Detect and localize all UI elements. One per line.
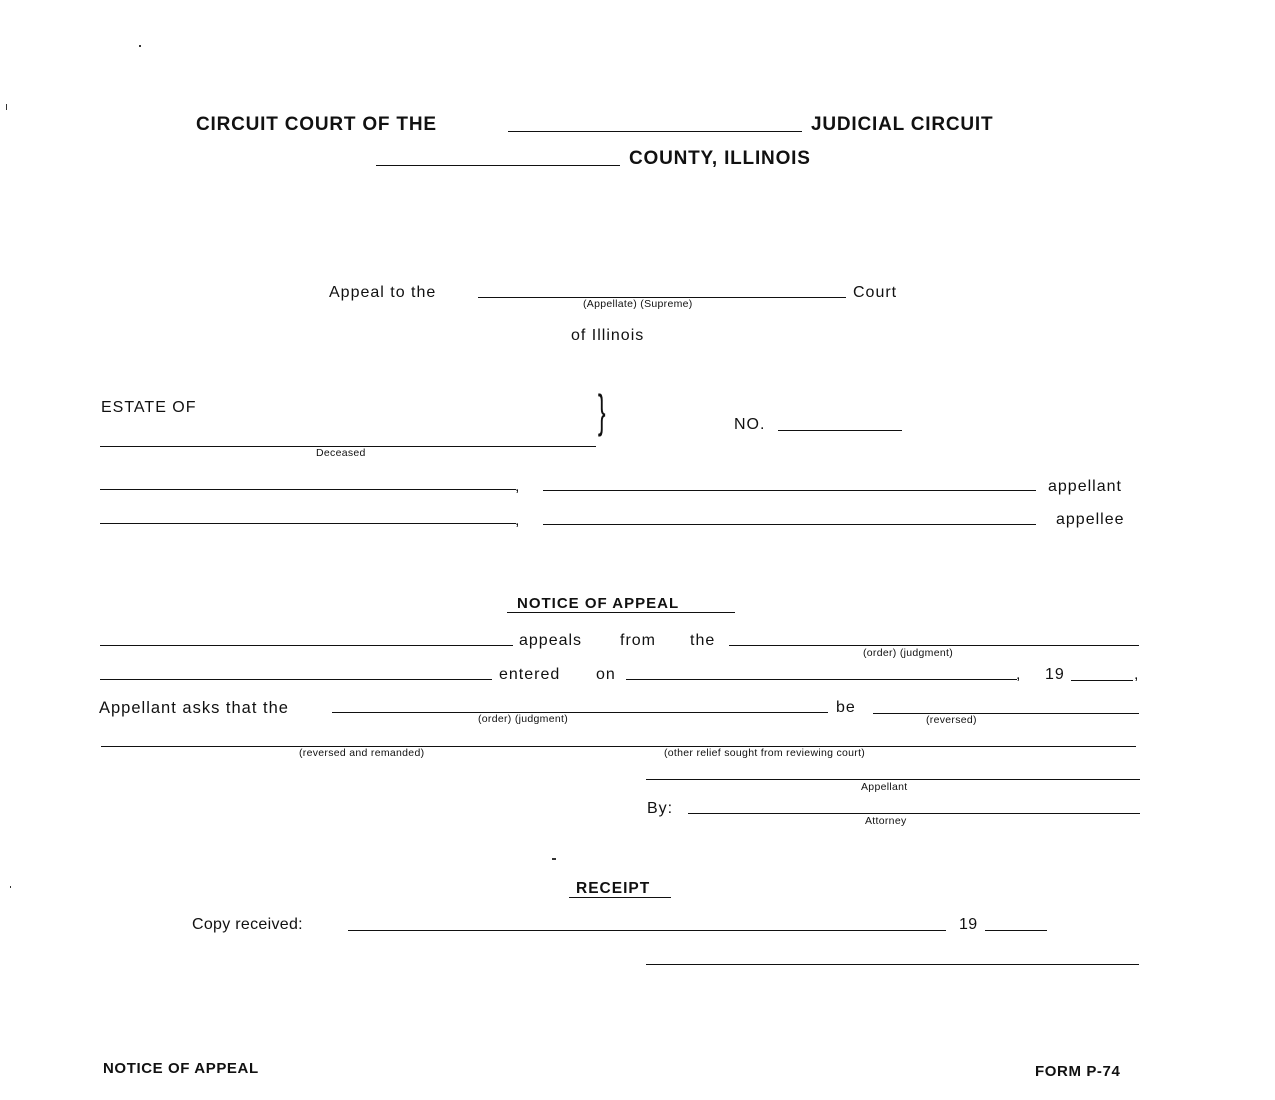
on-label: on xyxy=(596,666,616,683)
case-number-label: NO. xyxy=(734,416,766,433)
copy-received-label: Copy received: xyxy=(192,916,303,933)
reversed-remanded-caption: (reversed and remanded) xyxy=(299,747,425,759)
appellee-label: appellee xyxy=(1056,511,1125,528)
year-prefix: 19 xyxy=(1045,666,1065,683)
scan-speck xyxy=(10,886,11,888)
order-judgment-caption-2: (order) (judgment) xyxy=(478,713,569,725)
appellant-caption: Appellant xyxy=(861,781,908,793)
comma: , xyxy=(515,512,521,529)
receipt-underline xyxy=(569,897,671,898)
appeals-label: appeals xyxy=(519,632,583,649)
footer-form-title: NOTICE OF APPEAL xyxy=(103,1060,259,1077)
order-judgment-caption-1: (order) (judgment) xyxy=(863,647,954,659)
appellee-name-field[interactable] xyxy=(100,523,516,524)
appellant-label: appellant xyxy=(1048,478,1122,495)
other-relief-caption: (other relief sought from reviewing court) xyxy=(664,747,866,759)
comma: , xyxy=(1016,666,1022,683)
reversed-caption: (reversed) xyxy=(926,714,977,726)
other-relief-field[interactable] xyxy=(101,746,1136,747)
entered-date-field[interactable] xyxy=(626,679,1017,680)
appellate-supreme-caption: (Appellate) (Supreme) xyxy=(583,298,693,310)
appellant-name-field[interactable] xyxy=(100,489,516,490)
notice-of-appeal-title: NOTICE OF APPEAL xyxy=(517,595,680,612)
deceased-caption: Deceased xyxy=(316,447,366,459)
estate-of-label: ESTATE OF xyxy=(101,399,197,416)
receipt-year-prefix: 19 xyxy=(959,916,978,933)
order-judgment-field-1[interactable] xyxy=(729,645,1139,646)
case-number-field[interactable] xyxy=(778,430,902,431)
attorney-caption: Attorney xyxy=(865,815,907,827)
by-label: By: xyxy=(647,800,674,817)
appellant-asks-label: Appellant asks that the xyxy=(99,699,289,717)
entered-year-field[interactable] xyxy=(1071,680,1133,681)
relief-field[interactable] xyxy=(873,713,1139,714)
header-county-label: COUNTY, ILLINOIS xyxy=(629,148,811,169)
caption-brace: } xyxy=(597,385,606,437)
judicial-circuit-field[interactable] xyxy=(508,131,802,132)
comma: , xyxy=(1134,666,1140,683)
scan-speck xyxy=(552,858,556,860)
court-label: Court xyxy=(853,284,898,301)
footer-form-number: FORM P-74 xyxy=(1035,1063,1121,1080)
be-label: be xyxy=(836,699,856,716)
appellant-role-field[interactable] xyxy=(543,490,1036,491)
comma: , xyxy=(515,478,521,495)
from-label: from xyxy=(620,632,656,649)
scan-speck xyxy=(139,45,141,47)
appellant-party-field[interactable] xyxy=(100,645,513,646)
order-judgment-field-2[interactable] xyxy=(332,712,828,713)
order-description-field[interactable] xyxy=(100,679,492,680)
attorney-signature-field[interactable] xyxy=(688,813,1140,814)
header-judicial-circuit-label: JUDICIAL CIRCUIT xyxy=(811,114,994,135)
entered-label: entered xyxy=(499,666,561,683)
receipt-title: RECEIPT xyxy=(576,880,651,897)
the-label: the xyxy=(690,632,716,649)
header-circuit-court-label: CIRCUIT COURT OF THE xyxy=(196,114,437,135)
appellee-role-field[interactable] xyxy=(543,524,1036,525)
copy-received-field[interactable] xyxy=(348,930,946,931)
scan-speck xyxy=(6,104,7,110)
receipt-signature-field[interactable] xyxy=(646,964,1139,965)
appellant-signature-field[interactable] xyxy=(646,779,1140,780)
appeal-to-label: Appeal to the xyxy=(329,284,437,301)
receipt-year-field[interactable] xyxy=(985,930,1047,931)
title-underline xyxy=(507,612,735,613)
of-illinois-label: of Illinois xyxy=(571,327,645,344)
county-field[interactable] xyxy=(376,165,620,166)
